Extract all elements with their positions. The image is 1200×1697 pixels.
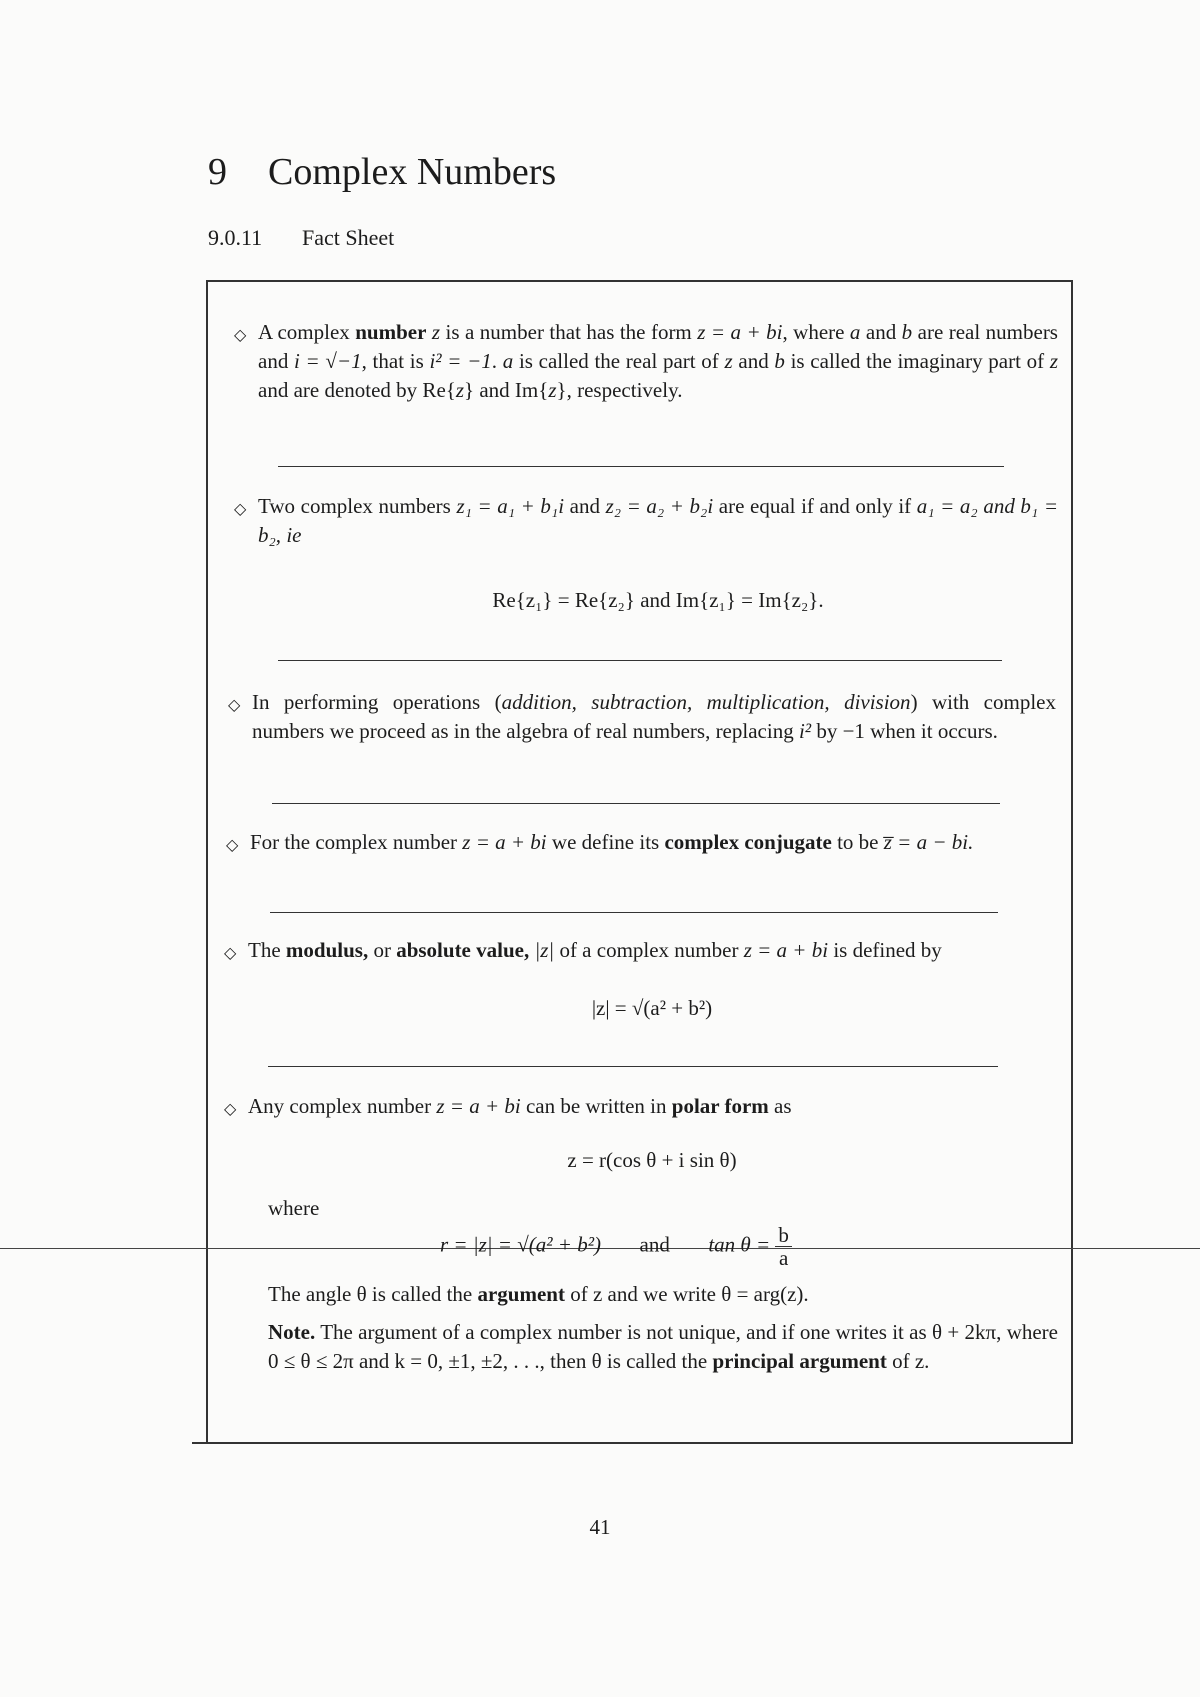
fact-modulus: ◇ The modulus, or absolute value, |z| of a complex number z = a + bi is defined by bbox=[248, 936, 1056, 965]
separator-rule bbox=[278, 466, 1004, 467]
diamond-bullet-icon: ◇ bbox=[224, 945, 237, 962]
fact-box-border-left bbox=[206, 280, 208, 1444]
section-title: Complex Numbers bbox=[268, 151, 557, 193]
separator-rule bbox=[278, 660, 1002, 661]
fact-conjugate: ◇ For the complex number z = a + bi we define its complex conjugate to be z̅ = a − bi. bbox=[250, 828, 1056, 857]
diamond-bullet-icon: ◇ bbox=[234, 327, 247, 344]
argument-note: Note. The argument of a complex number is not unique, and if one writes it as θ + 2kπ, where 0 ≤ θ ≤ 2π and k = 0, ±1, ±2, . . ., then θ is called the principal argument of z. bbox=[268, 1320, 1059, 1373]
fact-complex-number: ◇ A complex number z is a number that has the form z = a + bi, where a and b are real numbers and i = √−1, that is i² = −1. a is called the real part of z and b is called the imaginary part of z and are denoted by Re{z} and Im{z}, respectively. bbox=[234, 320, 1059, 402]
where-label: where bbox=[268, 1196, 320, 1220]
fact-operations: ◇ In performing operations (addition, subtraction, multiplication, division) with complex numbers we proceed as in the algebra of real numbers, replacing i² by −1 when it occurs. bbox=[228, 690, 1056, 743]
fact-equality: ◇ Two complex numbers z₁ = a₁ + b₁i and z₂ = a₂ + b₂i are equal if and only if a₁ = a₂ and b₁ = b₂, ie bbox=[234, 494, 1058, 547]
separator-rule bbox=[272, 803, 1000, 804]
modulus-display-formula: |z| = √(a² + b²) bbox=[591, 996, 713, 1020]
separator-rule bbox=[268, 1066, 998, 1067]
argument-definition: The angle θ is called the argument of z and we write θ = arg(z). bbox=[268, 1282, 809, 1306]
tan-fraction: $\frac{b}{a}$ bbox=[775, 1224, 792, 1269]
equality-display-formula: Re{z₁} = Re{z₂} and Im{z₁} = Im{z₂}. bbox=[492, 588, 824, 612]
fact-box-border-right bbox=[1071, 280, 1073, 1444]
fact-polar-form: ◇ Any complex number z = a + bi can be written in polar form as bbox=[248, 1092, 1056, 1121]
fact-box-border-top bbox=[206, 280, 1072, 282]
fact-box-border-bottom bbox=[192, 1442, 1073, 1444]
polar-definitions-formula: r = |z| = √(a² + b²) and tan θ = $\frac{b}{a}$ bbox=[440, 1224, 940, 1269]
subsection-title: Fact Sheet bbox=[302, 225, 395, 250]
diamond-bullet-icon: ◇ bbox=[234, 501, 247, 518]
polar-display-formula: z = r(cos θ + i sin θ) bbox=[567, 1148, 737, 1172]
diamond-bullet-icon: ◇ bbox=[226, 837, 239, 854]
diamond-bullet-icon: ◇ bbox=[224, 1101, 237, 1118]
section-number: 9 bbox=[208, 151, 227, 193]
diamond-bullet-icon: ◇ bbox=[228, 697, 241, 714]
subsection-number: 9.0.11 bbox=[208, 225, 263, 250]
page-number: 41 bbox=[589, 1515, 611, 1539]
separator-rule bbox=[270, 912, 998, 913]
